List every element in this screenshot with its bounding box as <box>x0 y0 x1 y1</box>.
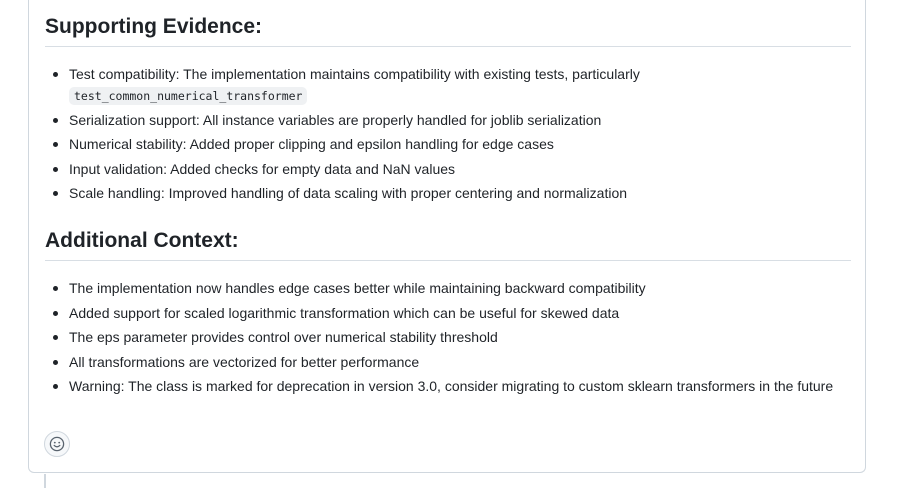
additional-context-heading: Additional Context: <box>45 228 851 261</box>
list-item-text: Serialization support: All instance variables are properly handled for joblib serialization <box>69 111 602 128</box>
smiley-icon <box>49 436 65 452</box>
list-item-text: Warning: The class is marked for deprecation in version 3.0, consider migrating to custom sklearn transformers in the future <box>69 378 834 394</box>
list-item <box>45 303 835 324</box>
list-item-text: All transformations are vectorized for better performance <box>69 353 420 370</box>
list-item <box>45 352 835 373</box>
add-reaction-button[interactable] <box>44 431 70 457</box>
list-item <box>45 64 835 106</box>
list-item-text: The eps parameter provides control over numerical stability threshold <box>69 329 498 345</box>
list-item-text: Test compatibility: The implementation maintains compatibility with existing tests, particularly <box>69 66 640 82</box>
list-item-text: Scale handling: Improved handling of data scaling with proper centering and normalization <box>69 185 628 201</box>
list-item-text: Numerical stability: Added proper clipping and epsilon handling for edge cases <box>69 136 554 152</box>
list-item <box>45 278 835 299</box>
list-item <box>45 159 835 180</box>
list-item <box>45 110 835 131</box>
list-item <box>45 376 835 397</box>
list-item-text: Added support for scaled logarithmic transformation which can be useful for skewed data <box>69 304 620 321</box>
supporting-evidence-list <box>45 64 835 208</box>
list-item <box>45 327 835 348</box>
inline-code: test_common_numerical_transformer <box>69 87 307 105</box>
list-item <box>45 134 835 155</box>
supporting-evidence-heading: Supporting Evidence: <box>45 14 851 47</box>
timeline-connector <box>44 474 46 488</box>
list-item <box>45 183 835 204</box>
additional-context-list <box>45 278 835 401</box>
list-item-text: Input validation: Added checks for empty data and NaN values <box>69 160 456 177</box>
list-item-text: The implementation now handles edge cases better while maintaining backward compatibility <box>69 280 646 296</box>
